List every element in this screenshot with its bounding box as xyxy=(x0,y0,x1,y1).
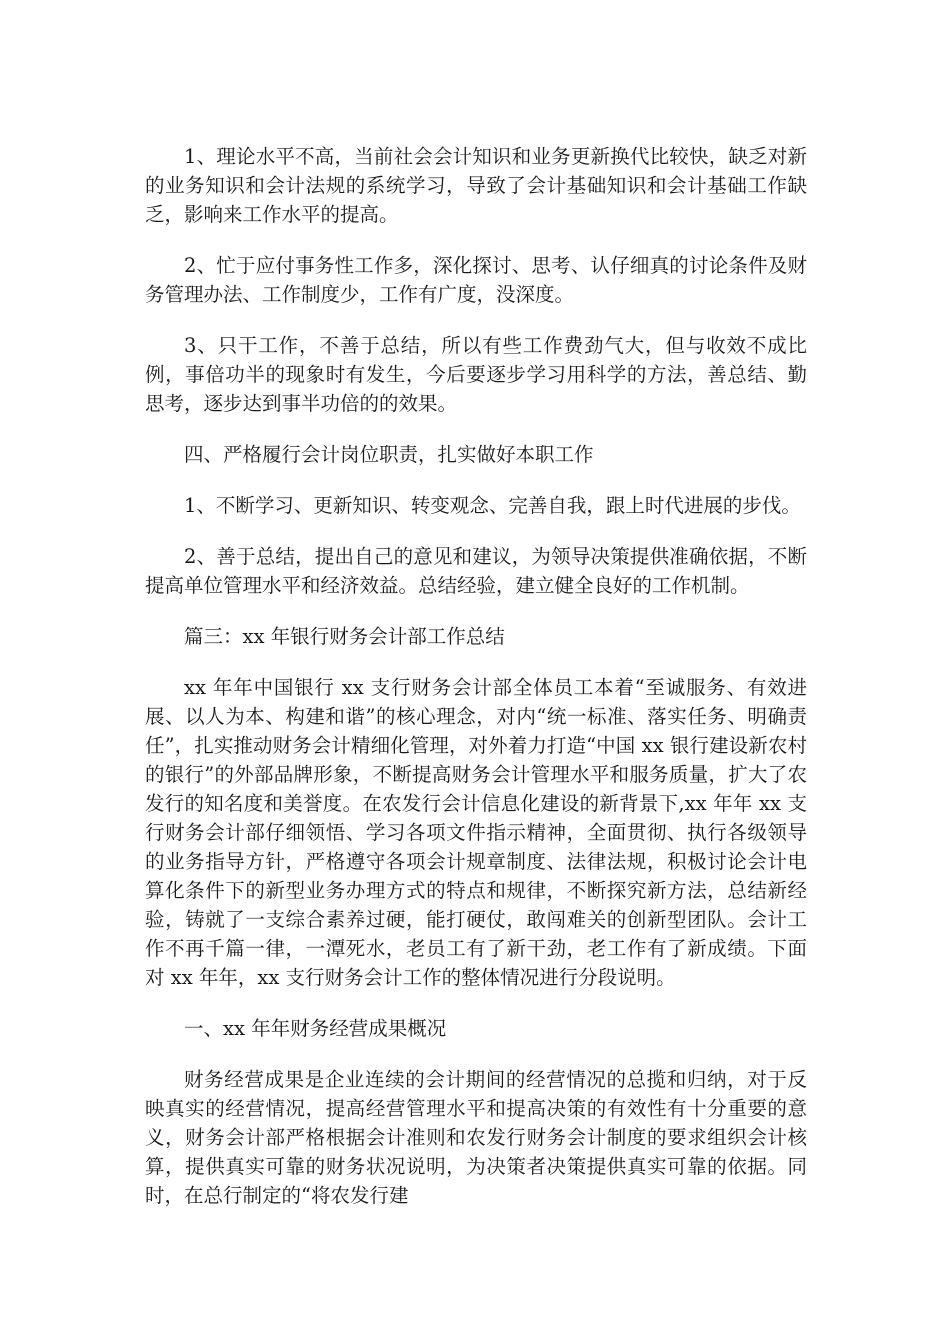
paragraph-6: 2、善于总结，提出自己的意见和建议，为领导决策提供准确依据，不断提高单位管理水平和经济效益。总结经验，建立健全良好的工作机制。 xyxy=(145,545,807,597)
paragraph-intro: xx 年年中国银行 xx 支行财务会计部全体员工本着“至诚服务、有效进展、以人为本、构建和谐”的核心理念，对内“统一标准、落实任务、明确责任”，扎实推动财务会计精细化管理，对外着力打造“中国 xx 银行建设新农村的银行”的外部品牌形象，不断提高财务会计管理水平和服务质量，扩大了农发行的知名度和美誉度。在农发行会计信息化建设的新背景下,xx 年年 xx 支行财务会计部仔细领悟、学习各项文件指示精神，全面贯彻、执行各级领导的业务指导方针，严格遵守各项会计规章制度、法律法规，积极讨论会计电算化条件下的新型业务办理方式的特点和规律，不断探究新方法，总结新经验，铸就了一支综合素养过硬，能打硬仗，敢闯难关的创新型团队。会计工作不再千篇一律，一潭死水，老员工有了新干劲，老工作有了新成绩。下面对 xx 年年，xx 支行财务会计工作的整体情况进行分段说明。 xyxy=(145,676,807,989)
section-heading-4: 四、严格履行会计岗位职责，扎实做好本职工作 xyxy=(184,443,594,466)
paragraph-3: 3、只干工作，不善于总结，所以有些工作费劲气大，但与收效不成比例，事倍功半的现象时有发生，今后要逐步学习用科学的方法，善总结、勤思考，逐步达到事半功倍的的效果。 xyxy=(145,334,807,415)
paragraph-financial-results: 财务经营成果是企业连续的会计期间的经营情况的总揽和归纳，对于反映真实的经营情况，提高经营管理水平和提高决策的有效性有十分重要的意义，财务会计部严格根据会计准则和农发行财务会计制度的要求组织会计核算，提供真实可靠的财务状况说明，为决策者决策提供真实可靠的依据。同时，在总行制定的“将农发行建 xyxy=(145,1068,807,1207)
paragraph-5: 1、不断学习、更新知识、转变观念、完善自我，跟上时代进展的步伐。 xyxy=(184,494,801,517)
paragraph-2: 2、忙于应付事务性工作多，深化探讨、思考、认仔细真的讨论条件及财务管理办法、工作制度少，工作有广度，没深度。 xyxy=(145,254,807,306)
paragraph-1: 1、理论水平不高，当前社会会计知识和业务更新换代比较快，缺乏对新的业务知识和会计法规的系统学习，导致了会计基础知识和会计基础工作缺乏，影响来工作水平的提高。 xyxy=(145,145,807,226)
section-heading-1: 一、xx 年年财务经营成果概况 xyxy=(184,1017,447,1040)
chapter-heading: 篇三：xx 年银行财务会计部工作总结 xyxy=(184,625,505,648)
document-body xyxy=(145,142,807,1210)
